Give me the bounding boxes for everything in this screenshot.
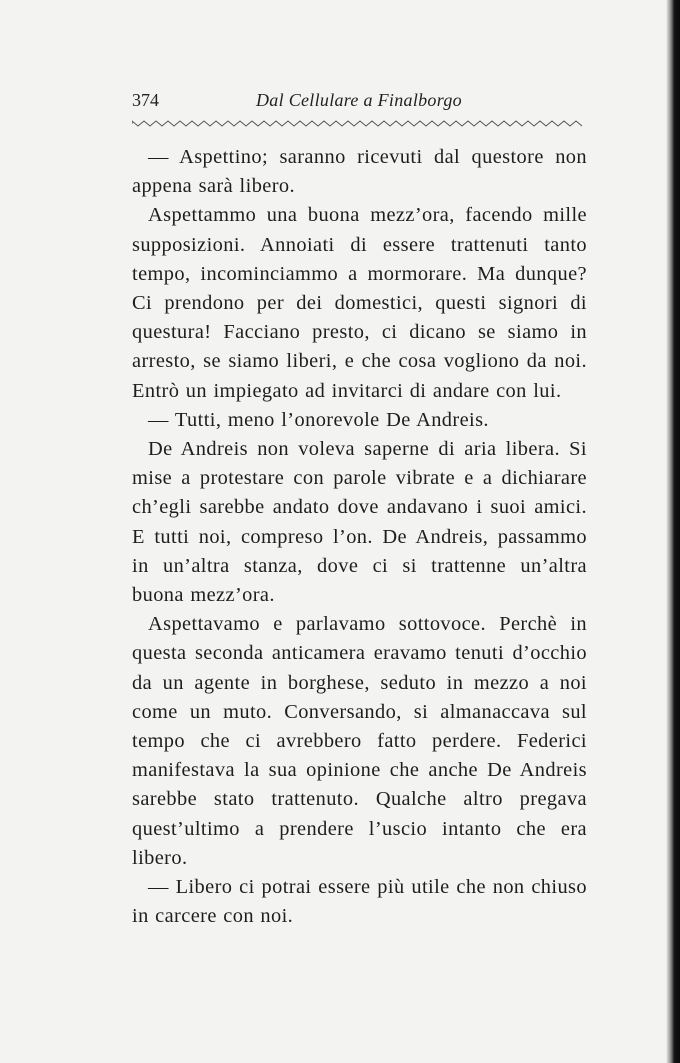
body-text [132,143,587,931]
paragraph: Aspettavamo e parlavamo sottovoce. Perchè in questa seconda anticamera eravamo tenuti d’occhio da un agente in borghese, seduto in mezzo a noi come un muto. Conversando, si almanaccava sul tempo che ci avrebbero fatto perdere. Federici manifestava la sua opinione che anche De Andreis sarebbe stato trattenuto. Qualche altro pregava quest’ultimo a prendere l’uscio intanto che era libero. [132,613,587,869]
running-title: Dal Cellulare a Finalborgo [256,90,462,110]
paragraph: Aspettammo una buona mezz’ora, facendo mille supposizioni. Annoiati di essere trattenuti tanto tempo, incominciammo a mormorare. Ma dunque? Ci prendono per dei domestici, questi signori di questura! Facciano presto, ci dicano se siamo in arresto, se siamo liberi, e che cosa vogliono da noi. Entrò un impiegato ad invitarci di andare con lui. [132,204,587,402]
paragraph: De Andreis non voleva saperne di aria libera. Si mise a protestare con parole vibrate e a dichiarare ch’egli sarebbe andato dove andavano i suoi amici. E tutti noi, compreso l’on. De Andreis, passammo in un’altra stanza, dove ci si trattenne un’altra buona mezz’ora. [132,438,587,607]
page-number: 374 [132,90,159,110]
paragraph: — Libero ci potrai essere più utile che non chiuso in carcere con noi. [132,876,587,928]
wavy-rule-ornament [132,118,585,130]
paragraph: — Tutti, meno l’onorevole De Andreis. [148,408,489,431]
page-spine-edge [666,0,680,1063]
page-header [132,90,585,118]
paragraph: — Aspettino; saranno ricevuti dal questore non appena sarà libero. [132,146,587,198]
